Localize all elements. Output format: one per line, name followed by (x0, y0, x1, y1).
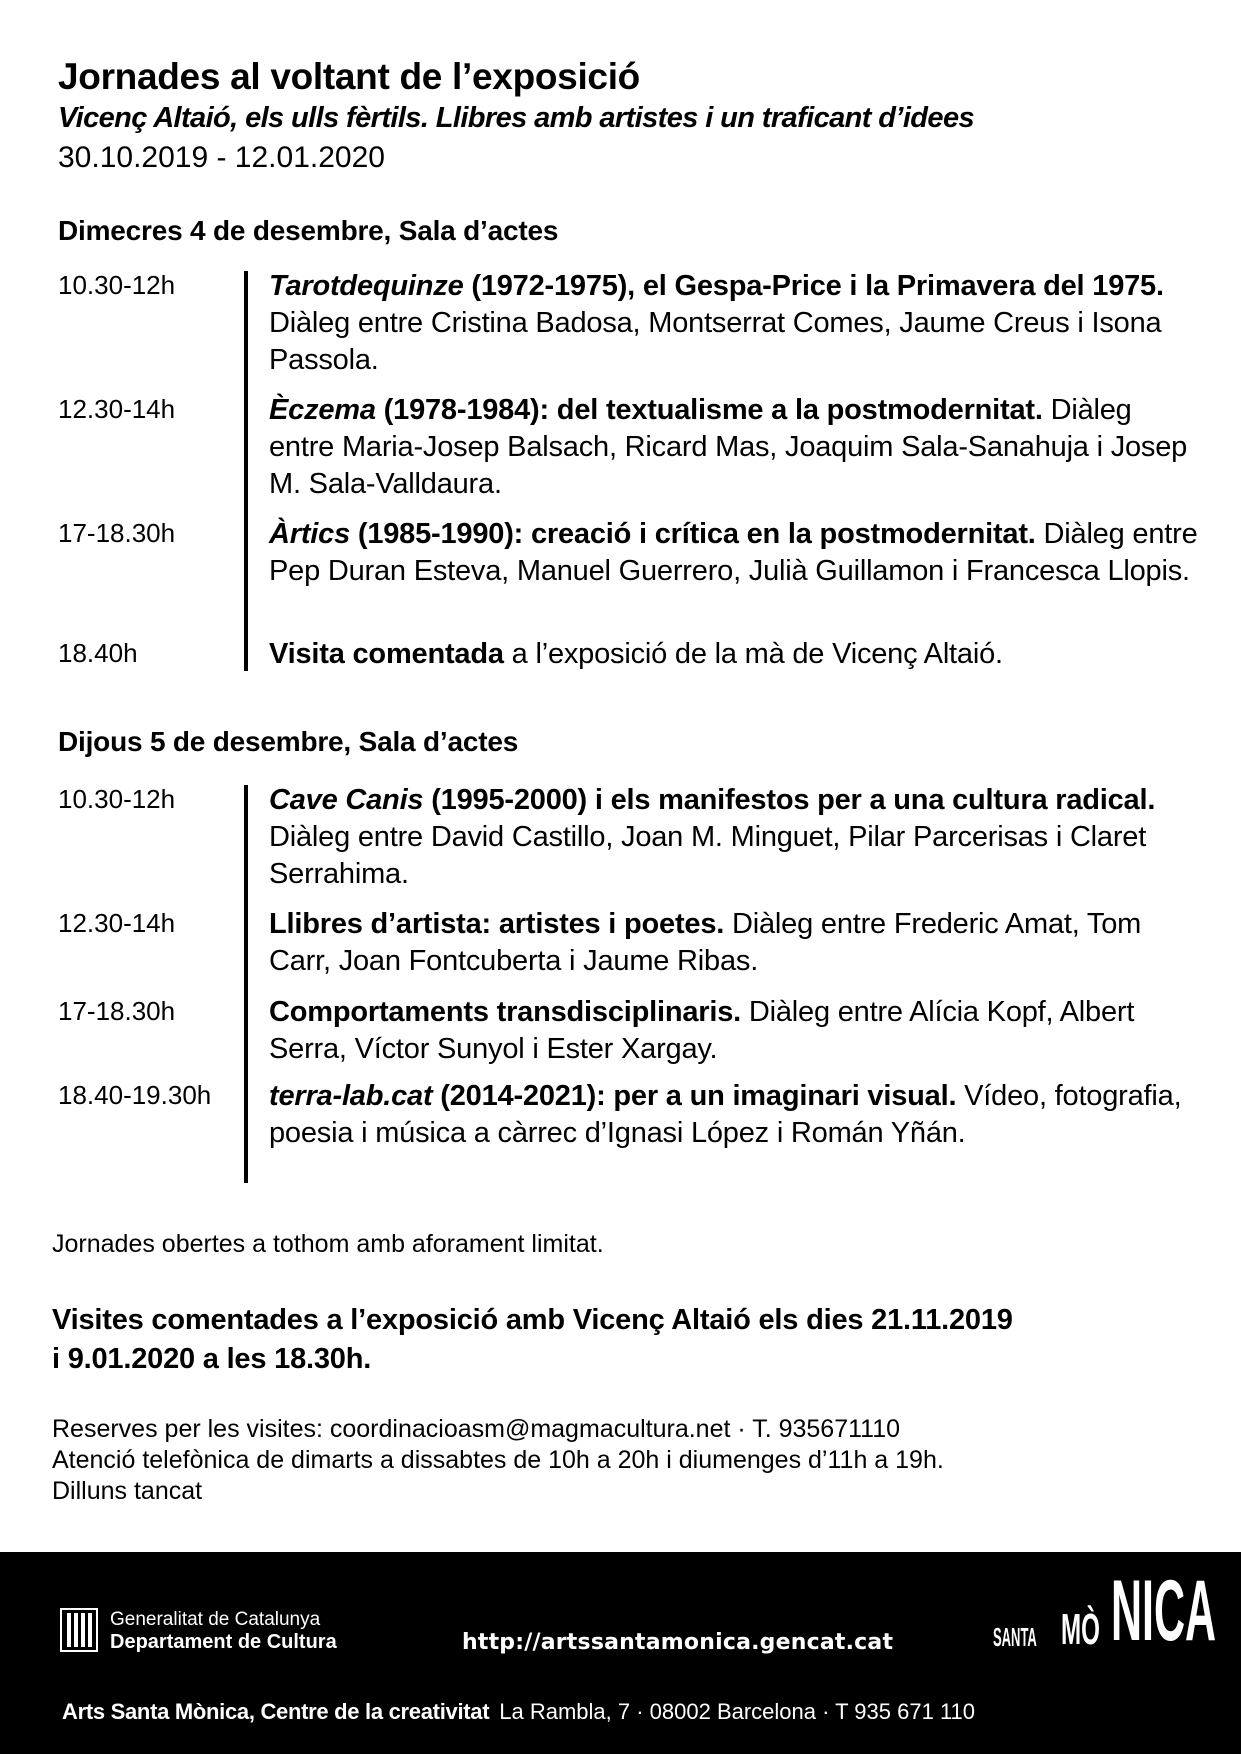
session-title-italic: Èczema (269, 394, 376, 426)
website-link[interactable]: http://artssantamonica.gencat.cat (462, 1630, 894, 1655)
closed-day-line: Dilluns tancat (52, 1477, 203, 1505)
reservations-line: Reserves per les visites: coordinacioasm@magmacultura.net · T. 935671110 (52, 1415, 901, 1443)
venue-address: La Rambla, 7 · 08002 Barcelona · T 935 671 110 (499, 1699, 976, 1724)
session-title: (1972-1975), el Gespa-Price i la Primavera del 1975. (463, 270, 1164, 302)
day-heading-1: Dimecres 4 de desembre, Sala d’actes (58, 215, 559, 246)
logo-part-1: SANTA (993, 1621, 1037, 1652)
session-description (269, 906, 1198, 980)
session-description (269, 636, 1198, 673)
session-text: a l’exposició de la mà de Vicenç Altaió. (503, 638, 1003, 670)
guided-visits-line-1: Visites comentades a l’exposició amb Vicenç Altaió els dies 21.11.2019 (52, 1304, 1013, 1336)
session-time: 17-18.30h (58, 996, 176, 1026)
session-row (58, 1078, 1198, 1188)
session-description (269, 392, 1198, 503)
santa-monica-logo (993, 1562, 1217, 1659)
session-description (269, 268, 1198, 379)
session-time: 10.30-12h (58, 784, 176, 814)
session-time: 18.40h (58, 638, 138, 668)
exhibition-subtitle: Vicenç Altaió, els ulls fèrtils. Llibres amb artistes i un traficant d’idees (58, 102, 975, 134)
session-row (58, 906, 1198, 994)
access-note: Jornades obertes a tothom amb aforament limitat. (52, 1230, 604, 1258)
guided-visits-notice (52, 1301, 1013, 1379)
session-title: (2014-2021): per a un imaginari visual. (432, 1080, 957, 1112)
day-heading-2: Dijous 5 de desembre, Sala d’actes (58, 726, 519, 757)
session-row (58, 268, 1198, 392)
session-description (269, 994, 1198, 1068)
session-title-italic: Àrtics (269, 518, 350, 550)
session-text: Vídeo, fotografia, poesia i música a càrrec d’Ignasi López i Román Yñán. (269, 1080, 1182, 1149)
session-title: Visita comentada (269, 638, 504, 670)
session-row (58, 782, 1198, 906)
session-title-italic: Cave Canis (269, 784, 424, 816)
generalitat-name: Generalitat de Catalunya (110, 1609, 321, 1630)
session-title-italic: Tarotdequinze (269, 270, 464, 302)
session-row (58, 636, 1198, 676)
footer (0, 1552, 1241, 1754)
session-title: Comportaments transdisciplinaris. (269, 996, 742, 1028)
guided-visits-line-2: i 9.01.2020 a les 18.30h. (52, 1343, 372, 1375)
session-title: (1985-1990): creació i crítica en la postmodernitat. (350, 518, 1036, 550)
session-title: (1995-2000) i els manifestos per a una cultura radical. (423, 784, 1156, 816)
session-description (269, 782, 1198, 893)
exhibition-dates: 30.10.2019 - 12.01.2020 (58, 141, 385, 174)
generalitat-emblem-icon (60, 1608, 98, 1652)
session-text: Diàleg entre Alícia Kopf, Albert Serra, Víctor Sunyol i Ester Xargay. (269, 996, 1135, 1065)
session-text: Diàleg entre Frederic Amat, Tom Carr, Joan Fontcuberta i Jaume Ribas. (269, 908, 1142, 977)
page-title: Jornades al voltant de l’exposició (58, 56, 640, 97)
session-text: Diàleg entre Cristina Badosa, Montserrat Comes, Jaume Creus i Isona Passola. (269, 307, 1162, 376)
session-text: Diàleg entre Pep Duran Esteva, Manuel Guerrero, Julià Guillamon i Francesca Llopis. (269, 518, 1198, 587)
session-text: Diàleg entre David Castillo, Joan M. Minguet, Pilar Parcerisas i Claret Serrahima. (269, 821, 1147, 890)
logo-part-2: MÒ (1061, 1604, 1100, 1654)
session-time: 10.30-12h (58, 270, 176, 300)
schedule-day-1 (58, 268, 1198, 676)
session-time: 17-18.30h (58, 518, 176, 548)
session-time: 18.40-19.30h (58, 1080, 212, 1110)
session-description (269, 516, 1198, 590)
session-title: Llibres d’artista: artistes i poetes. (269, 908, 725, 940)
venue-address-line (62, 1699, 975, 1725)
session-row (58, 516, 1198, 636)
session-title-italic: terra-lab.cat (269, 1080, 433, 1112)
session-row (58, 994, 1198, 1078)
session-row (58, 392, 1198, 516)
venue-name: Arts Santa Mònica, Centre de la creativitat (62, 1699, 490, 1724)
department-name: Departament de Cultura (110, 1631, 337, 1653)
session-text: Diàleg entre Maria-Josep Balsach, Ricard Mas, Joaquim Sala-Sanahuja i Josep M. Sala-Valldaura. (269, 394, 1188, 500)
session-description (269, 1078, 1198, 1152)
generalitat-logo-text (110, 1608, 337, 1654)
contact-info (52, 1414, 944, 1507)
logo-part-3: NICA (1111, 1562, 1217, 1659)
phone-hours-line: Atenció telefònica de dimarts a dissabtes de 10h a 20h i diumenges d’11h a 19h. (52, 1446, 944, 1474)
session-title: (1978-1984): del textualisme a la postmodernitat. (375, 394, 1043, 426)
schedule-day-2 (58, 782, 1198, 1188)
session-time: 12.30-14h (58, 394, 176, 424)
session-time: 12.30-14h (58, 908, 176, 938)
